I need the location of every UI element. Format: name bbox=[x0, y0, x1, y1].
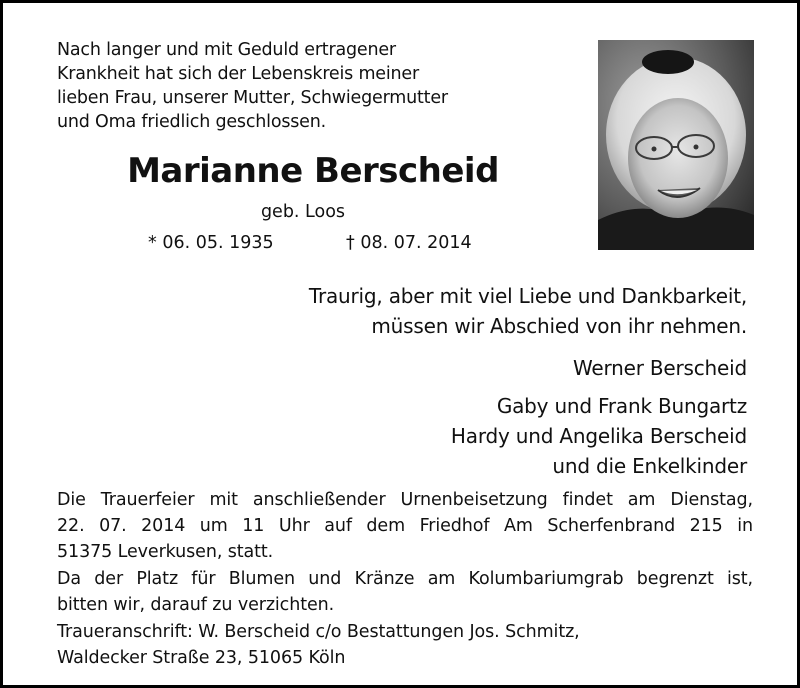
intro-line: Nach langer und mit Geduld ertragener bbox=[57, 40, 396, 60]
portrait-photo-image bbox=[598, 40, 754, 250]
address-line: Waldecker Straße 23, 51065 Köln bbox=[57, 648, 346, 668]
ceremony-info bbox=[57, 487, 753, 565]
ceremony-line: 22. 07. 2014 um 11 Uhr auf dem Friedhof Am Scherfenbrand 215 in bbox=[57, 516, 753, 536]
intro-line: und Oma friedlich geschlossen. bbox=[57, 112, 326, 132]
mourning-address bbox=[57, 619, 753, 671]
family-member: Hardy und Angelika Berscheid bbox=[450, 424, 747, 448]
address-line: Traueranschrift: W. Berscheid c/o Bestattungen Jos. Schmitz, bbox=[57, 622, 580, 642]
flowers-line: Da der Platz für Blumen und Kränze am Kolumbariumgrab begrenzt ist, bbox=[57, 569, 753, 589]
death-date: † 08. 07. 2014 bbox=[346, 233, 472, 253]
mourning-block bbox=[147, 281, 747, 481]
intro-line: lieben Frau, unserer Mutter, Schwiegermutter bbox=[57, 88, 448, 108]
ceremony-line: Die Trauerfeier mit anschließender Urnenbeisetzung findet am Dienstag, bbox=[57, 490, 753, 510]
flowers-line: bitten wir, darauf zu verzichten. bbox=[57, 595, 335, 615]
maiden-name: geb. Loos bbox=[260, 202, 346, 222]
mourning-line: müssen wir Abschied von ihr nehmen. bbox=[371, 314, 747, 338]
mourning-line: Traurig, aber mit viel Liebe und Dankbarkeit, bbox=[308, 284, 747, 308]
family-member: und die Enkelkinder bbox=[552, 454, 747, 478]
portrait-photo bbox=[598, 40, 754, 250]
family-member: Gaby und Frank Bungartz bbox=[496, 394, 747, 418]
intro-line: Krankheit hat sich der Lebenskreis meiner bbox=[57, 64, 419, 84]
intro-text bbox=[57, 38, 487, 134]
flowers-info bbox=[57, 566, 753, 618]
spouse-name: Werner Berscheid bbox=[572, 356, 747, 380]
birth-date: * 06. 05. 1935 bbox=[148, 233, 274, 253]
deceased-name: Marianne Berscheid bbox=[127, 151, 499, 191]
ceremony-line: 51375 Leverkusen, statt. bbox=[57, 542, 274, 562]
